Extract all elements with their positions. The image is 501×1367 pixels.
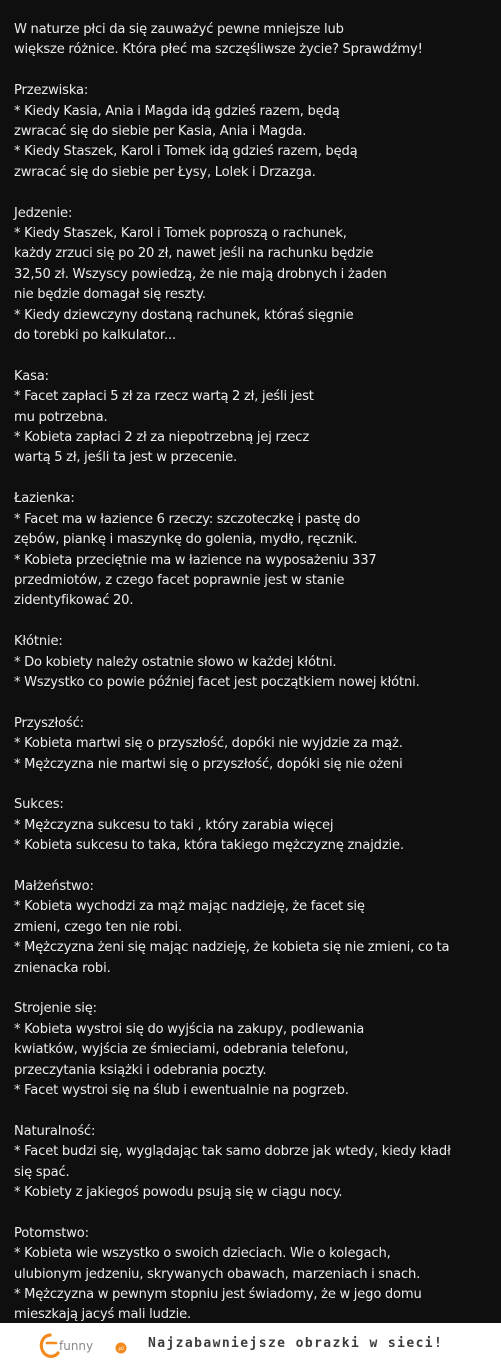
logo-text: funny xyxy=(59,1339,94,1353)
paragraph-gap xyxy=(14,61,490,81)
section-title: Jedzenie: xyxy=(14,205,73,221)
section-title: Kłótnie: xyxy=(14,634,63,650)
paragraph-gap xyxy=(14,469,490,489)
section-line: * Mężczyzna żeni się mając nadzieję, że kobieta się nie zmieni, co ta xyxy=(14,940,450,956)
section-line: przeczytania książki i odebrania poczty. xyxy=(14,1062,267,1078)
paragraph-gap xyxy=(14,1203,490,1223)
paragraph-gap xyxy=(14,979,490,999)
site-footer-banner xyxy=(0,1323,501,1367)
section-line: do torebki po kalkulator... xyxy=(14,328,176,344)
section-line: nie będzie domagał się reszty. xyxy=(14,287,206,303)
section-title: Małżeństwo: xyxy=(14,878,94,894)
section-line: * Facet ma w łazience 6 rzeczy: szczoteczkę i pastę do xyxy=(14,511,361,527)
section-title: Przyszłość: xyxy=(14,715,84,731)
section-line: * Kiedy dziewczyny dostaną rachunek, któraś sięgnie xyxy=(14,307,354,323)
section-line: mu potrzebna. xyxy=(14,409,108,425)
section-line: ulubionym jedzeniu, skrywanych obawach, marzeniach i snach. xyxy=(14,1266,421,1282)
section-title: Kasa: xyxy=(14,368,49,384)
section-line: zidentyfikować 20. xyxy=(14,593,134,609)
intro-line: W naturze płci da się zauważyć pewne mniejsze lub xyxy=(14,22,344,37)
section-line: * Facet wystroi się na ślub i ewentualnie na pogrzeb. xyxy=(14,1082,349,1098)
section-line: * Kobieta zapłaci 2 zł za niepotrzebną jej rzecz xyxy=(14,430,310,446)
section-line: * Wszystko co powie później facet jest początkiem nowej kłótni. xyxy=(14,674,420,690)
section-line: * Facet zapłaci 5 zł za rzecz wartą 2 zł, jeśli jest xyxy=(14,389,314,405)
section-line: zębów, piankę i maszynkę do golenia, mydło, ręcznik. xyxy=(14,532,358,548)
section-line: znienacka robi. xyxy=(14,960,111,976)
section-title: Sukces: xyxy=(14,797,64,813)
section-line: * Kiedy Kasia, Ania i Magda idą gdzieś razem, będą xyxy=(14,103,340,119)
section-line: * Mężczyzna w pewnym stopniu jest świadomy, że w jego domu xyxy=(14,1287,422,1303)
section-line: * Kobieta wychodzi za mąż mając nadzieję, że facet się xyxy=(14,899,365,915)
section-line: * Do kobiety należy ostatnie słowo w każdej kłótni. xyxy=(14,654,337,670)
paragraph-gap xyxy=(14,612,490,632)
section-line: * Kobieta wystroi się do wyjścia na zakupy, podlewania xyxy=(14,1021,365,1037)
section-line: * Kobieta przeciętnie ma w łazience na wyposażeniu 337 xyxy=(14,552,377,568)
section-line: * Kobieta sukcesu to taka, która takiego mężczyznę znajdzie. xyxy=(14,838,404,854)
paragraph-gap xyxy=(14,346,490,366)
section-line: każdy zrzuci się po 20 zł, nawet jeśli na rachunku będzie xyxy=(14,246,374,262)
footer-slogan: Najzabawniejsze obrazki w sieci! xyxy=(148,1336,444,1351)
paragraph-gap xyxy=(14,857,490,877)
section-line: przedmiotów, z czego facet poprawnie jest w stanie xyxy=(14,572,345,588)
section-line: się spać. xyxy=(14,1164,70,1180)
section-line: * Kiedy Staszek, Karol i Tomek poproszą o rachunek, xyxy=(14,226,347,242)
logo-suffix: .pl xyxy=(117,1346,124,1352)
section-line: * Facet budzi się, wyglądając tak samo dobrze jak wtedy, kiedy kładł xyxy=(14,1144,451,1160)
intro-line: większe różnice. Która płeć ma szczęśliwsze życie? Sprawdźmy! xyxy=(14,42,423,58)
section-line: zwracać się do siebie per Kasia, Ania i Magda. xyxy=(14,124,307,140)
section-line: kwiatków, wyjścia ze śmieciami, odebrania telefonu, xyxy=(14,1042,349,1058)
section-line: mieszkają jacyś mali ludzie. xyxy=(14,1307,192,1323)
section-line: * Kobiety z jakiegoś powodu psują się w ciągu nocy. xyxy=(14,1185,343,1200)
section-line: * Kobieta martwi się o przyszłość, dopóki nie wyjdzie za mąż. xyxy=(14,736,403,752)
section-line: * Mężczyzna nie martwi się o przyszłość, dopóki się nie ożeni xyxy=(14,756,403,772)
section-line: zwracać się do siebie per Łysy, Lolek i Drzazga. xyxy=(14,164,316,180)
paragraph-gap xyxy=(14,775,490,795)
section-line: wartą 5 zł, jeśli ta jest w przecenie. xyxy=(14,450,238,466)
paragraph-gap xyxy=(14,183,490,203)
article-text xyxy=(14,20,490,1326)
section-title: Łazienka: xyxy=(14,491,75,507)
section-line: * Kiedy Staszek, Karol i Tomek idą gdzieś razem, będą xyxy=(14,144,358,160)
section-line: zmieni, czego ten nie robi. xyxy=(14,919,182,935)
section-line: * Kobieta wie wszystko o swoich dzieciach. Wie o kolegach, xyxy=(14,1246,391,1262)
section-title: Potomstwo: xyxy=(14,1225,89,1241)
section-title: Naturalność: xyxy=(14,1123,96,1139)
section-line: * Mężczyzna sukcesu to taki , który zarabia więcej xyxy=(14,817,334,833)
funny-logo-icon[interactable] xyxy=(38,1331,134,1359)
paragraph-gap xyxy=(14,693,490,713)
section-title: Przezwiska: xyxy=(14,83,89,99)
paragraph-gap xyxy=(14,1101,490,1121)
section-line: 32,50 zł. Wszyscy powiedzą, że nie mają drobnych i żaden xyxy=(14,266,387,282)
section-title: Strojenie się: xyxy=(14,1001,97,1017)
